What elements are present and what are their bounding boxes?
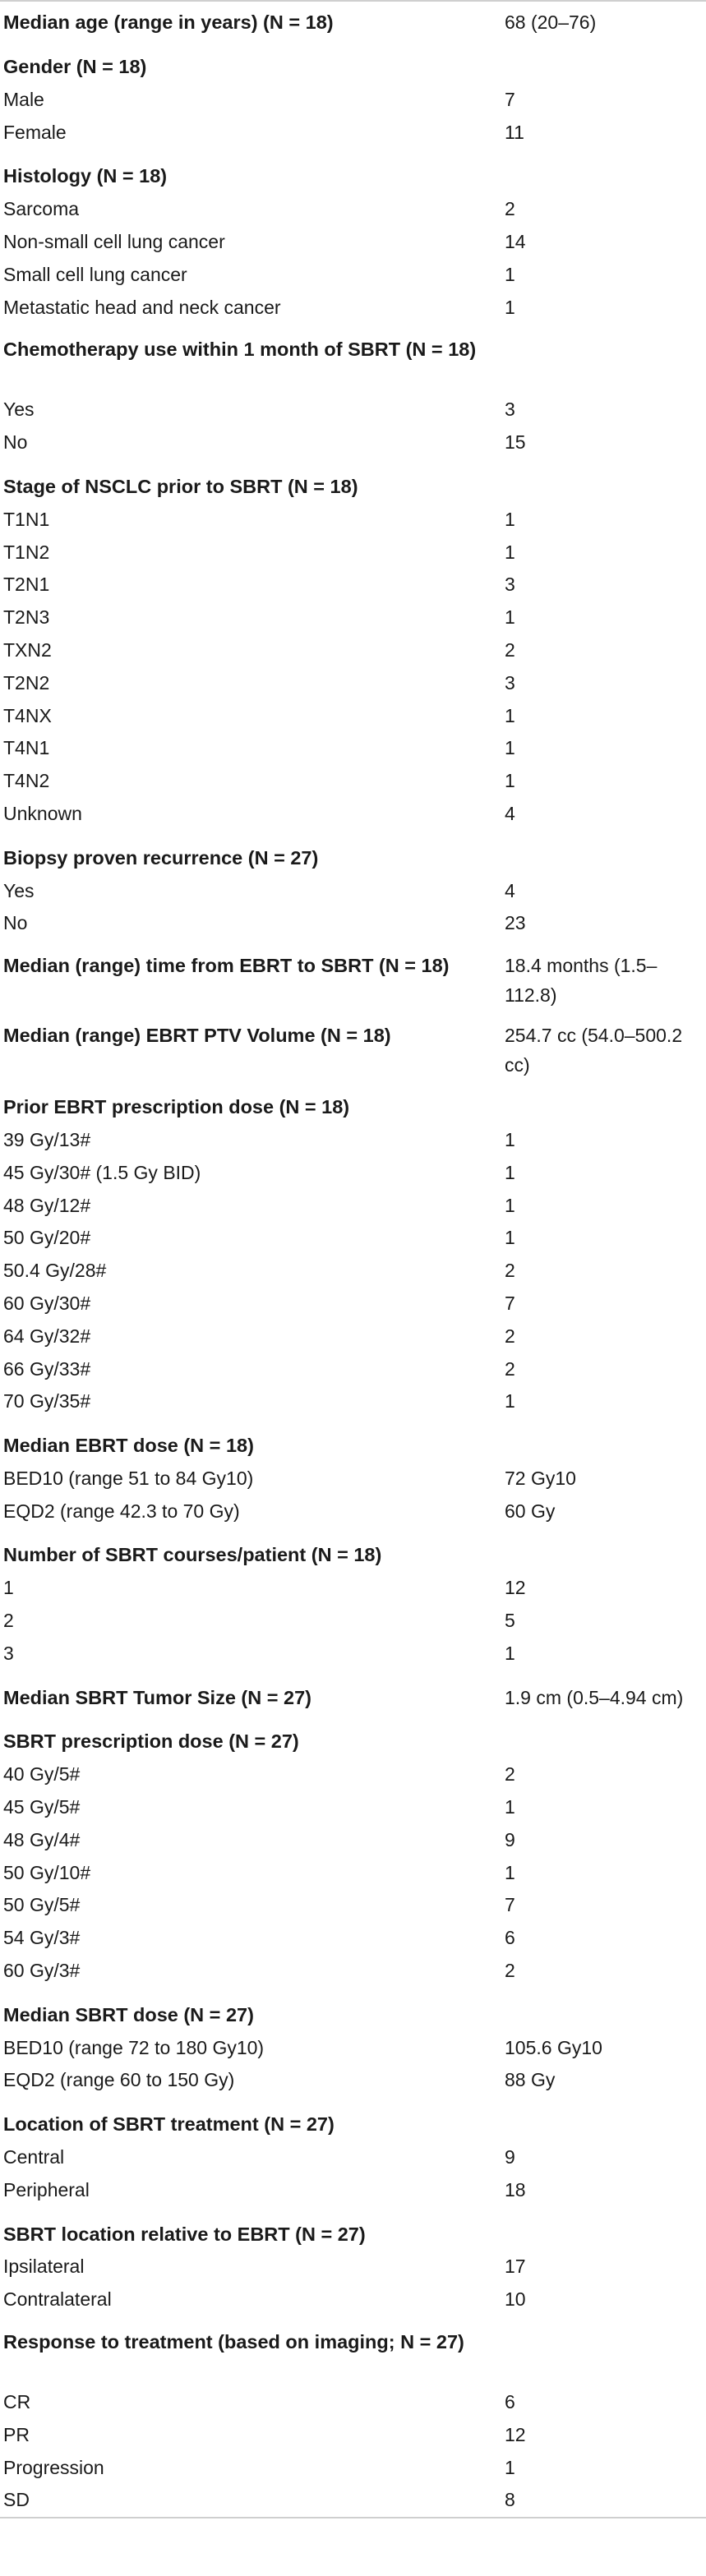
row-value: 1: [505, 1161, 515, 1183]
row-value: 1: [505, 704, 515, 726]
row-label: TXN2: [3, 638, 52, 661]
table-row: [0, 1157, 706, 1190]
row-value: 2: [505, 638, 515, 661]
row-label: Unknown: [3, 802, 82, 824]
row-label: No: [3, 431, 28, 454]
section-header-row: [0, 1528, 706, 1572]
row-label: 50 Gy/10#: [3, 1861, 91, 1883]
row-label: 50 Gy/5#: [3, 1894, 81, 1916]
row-label: Yes: [3, 399, 35, 421]
row-label: 3: [3, 1642, 14, 1664]
section-label: Median EBRT dose (N = 18): [3, 1435, 254, 1457]
row-value: 7: [505, 88, 515, 110]
row-label: EQD2 (range 60 to 150 Gy): [3, 2069, 235, 2091]
section-label: Gender (N = 18): [3, 56, 147, 77]
table-row: [0, 1495, 706, 1528]
row-value: 8: [505, 2489, 515, 2511]
row-value: 3: [505, 671, 515, 694]
section-label: Median age (range in years) (N = 18): [3, 12, 334, 33]
table-row: [0, 2419, 706, 2452]
section-label: Stage of NSCLC prior to SBRT (N = 18): [3, 475, 358, 497]
row-label: T4N2: [3, 770, 50, 792]
table-row: [0, 1605, 706, 1638]
row-label: SD: [3, 2489, 30, 2511]
section-label: SBRT prescription dose (N = 27): [3, 1730, 299, 1753]
table-row: [0, 1124, 706, 1157]
table-row: [0, 193, 706, 226]
row-label: 50.4 Gy/28#: [3, 1260, 107, 1282]
row-value: 88 Gy: [505, 2069, 556, 2091]
row-value: 12: [505, 1577, 526, 1599]
row-label: 45 Gy/30# (1.5 Gy BID): [3, 1161, 201, 1183]
row-value: 1: [505, 263, 515, 285]
row-value: 1: [505, 606, 515, 629]
table-row: [0, 2452, 706, 2485]
section-header-row: [0, 831, 706, 875]
section-label: Chemotherapy use within 1 month of SBRT (N = 18): [3, 339, 477, 361]
row-label: PR: [3, 2423, 30, 2445]
row-label: 50 Gy/20#: [3, 1227, 91, 1249]
row-value: 1: [505, 1227, 515, 1249]
table-row: [0, 2386, 706, 2419]
row-label: No: [3, 912, 28, 934]
table-row: [0, 259, 706, 292]
section-header-row: [0, 940, 706, 1010]
section-header-row: [0, 1714, 706, 1758]
table-row: [0, 1955, 706, 1988]
row-value: 9: [505, 1828, 515, 1850]
section-header-row: [0, 324, 706, 394]
table-row: [0, 2484, 706, 2517]
row-label: 60 Gy/3#: [3, 1960, 81, 1982]
section-header-row: [0, 1418, 706, 1463]
section-label: Prior EBRT prescription dose (N = 18): [3, 1096, 350, 1118]
table-row: [0, 1791, 706, 1824]
table-row: [0, 732, 706, 765]
row-value: 5: [505, 1610, 515, 1632]
row-label: 40 Gy/5#: [3, 1763, 81, 1786]
row-value: 1: [505, 770, 515, 792]
section-header-row: [0, 2207, 706, 2251]
row-label: Small cell lung cancer: [3, 263, 187, 285]
row-value: 4: [505, 802, 515, 824]
table-row: [0, 1190, 706, 1223]
table-row: [0, 1758, 706, 1791]
table-row: [0, 2283, 706, 2316]
row-value: 1: [505, 541, 515, 563]
section-label: Median (range) time from EBRT to SBRT (N = 18): [3, 955, 450, 977]
row-value: 1: [505, 1642, 515, 1664]
row-label: Male: [3, 88, 44, 110]
row-label: Sarcoma: [3, 198, 80, 220]
row-label: 45 Gy/5#: [3, 1796, 81, 1818]
row-value: 1: [505, 1390, 515, 1412]
table-row: [0, 1463, 706, 1495]
row-label: EQD2 (range 42.3 to 70 Gy): [3, 1500, 240, 1522]
row-value: 10: [505, 2288, 526, 2311]
table-row: [0, 537, 706, 569]
table-row: [0, 1857, 706, 1890]
table-row: [0, 2174, 706, 2207]
row-value: 1: [505, 1796, 515, 1818]
table-row: [0, 700, 706, 733]
section-label: Biopsy proven recurrence (N = 27): [3, 846, 319, 869]
table-row: [0, 875, 706, 908]
row-value: 1: [505, 2456, 515, 2478]
table-row: [0, 394, 706, 426]
row-label: 64 Gy/32#: [3, 1325, 91, 1347]
row-value: 12: [505, 2423, 526, 2445]
section-header-row: [0, 1080, 706, 1124]
table-row: [0, 292, 706, 325]
row-label: 66 Gy/33#: [3, 1357, 91, 1380]
row-label: 60 Gy/30#: [3, 1292, 91, 1314]
row-label: Female: [3, 121, 67, 143]
row-value: 3: [505, 574, 515, 596]
row-value: 2: [505, 1260, 515, 1282]
table-row: [0, 798, 706, 831]
row-value: 1: [505, 296, 515, 318]
row-label: T2N1: [3, 574, 50, 596]
table-row: [0, 1922, 706, 1955]
row-label: Non-small cell lung cancer: [3, 230, 225, 252]
row-value: 1: [505, 1861, 515, 1883]
row-label: T1N1: [3, 508, 50, 530]
table-row: [0, 765, 706, 798]
table-row: [0, 1385, 706, 1418]
section-header-row: [0, 2097, 706, 2141]
section-header-row: [0, 2316, 706, 2386]
table-row: [0, 1255, 706, 1288]
row-label: Ipsilateral: [3, 2256, 85, 2278]
row-value: 2: [505, 1325, 515, 1347]
section-label: Number of SBRT courses/patient (N = 18): [3, 1544, 382, 1566]
row-label: 48 Gy/12#: [3, 1194, 91, 1216]
section-label: Median SBRT Tumor Size (N = 27): [3, 1686, 311, 1708]
row-label: Metastatic head and neck cancer: [3, 296, 281, 318]
section-label: Response to treatment (based on imaging; N = 27): [3, 2331, 464, 2353]
table-row: [0, 226, 706, 259]
row-value: 2: [505, 1357, 515, 1380]
row-value: 1: [505, 1128, 515, 1150]
row-label: BED10 (range 72 to 180 Gy10): [3, 2036, 265, 2058]
row-label: 70 Gy/35#: [3, 1390, 91, 1412]
row-label: T4N1: [3, 737, 50, 759]
row-label: 54 Gy/3#: [3, 1927, 81, 1949]
row-value: 9: [505, 2146, 515, 2168]
section-header-row: [0, 149, 706, 193]
row-value: 72 Gy10: [505, 1467, 576, 1489]
table-row: [0, 2251, 706, 2283]
row-value: 7: [505, 1894, 515, 1916]
row-value: 11: [505, 121, 524, 143]
table-row: [0, 601, 706, 634]
row-value: 105.6 Gy10: [505, 2036, 602, 2058]
row-value: 23: [505, 912, 526, 934]
row-value: 254.7 cc (54.0–500.2 cc): [505, 1025, 683, 1076]
table-row: [0, 667, 706, 700]
section-header-row: [0, 2, 706, 39]
row-value: 6: [505, 2391, 515, 2413]
row-label: BED10 (range 51 to 84 Gy10): [3, 1467, 254, 1489]
row-label: 48 Gy/4#: [3, 1828, 81, 1850]
table-bottom-rule: [0, 2517, 706, 2522]
row-value: 15: [505, 431, 526, 454]
row-value: 60 Gy: [505, 1500, 556, 1522]
table-row: [0, 1572, 706, 1605]
row-value: 1.9 cm (0.5–4.94 cm): [505, 1686, 684, 1708]
row-value: 1: [505, 1194, 515, 1216]
row-value: 3: [505, 399, 515, 421]
table-row: [0, 1353, 706, 1386]
section-header-row: [0, 1670, 706, 1715]
row-value: 68 (20–76): [505, 12, 597, 33]
row-value: 14: [505, 230, 526, 252]
table-row: [0, 2032, 706, 2065]
section-label: Median (range) EBRT PTV Volume (N = 18): [3, 1025, 391, 1047]
table-row: [0, 426, 706, 459]
table-row: [0, 2064, 706, 2097]
table-row: [0, 504, 706, 537]
table-row: [0, 1320, 706, 1353]
row-value: 7: [505, 1292, 515, 1314]
section-label: Location of SBRT treatment (N = 27): [3, 2113, 335, 2136]
row-label: T1N2: [3, 541, 50, 563]
row-value: 1: [505, 737, 515, 759]
row-label: T2N3: [3, 606, 50, 629]
row-label: Contralateral: [3, 2288, 112, 2311]
table-row: [0, 1222, 706, 1255]
table-row: [0, 1889, 706, 1922]
row-label: Central: [3, 2146, 65, 2168]
row-label: Peripheral: [3, 2178, 90, 2200]
row-value: 1: [505, 508, 515, 530]
row-label: CR: [3, 2391, 31, 2413]
row-value: 4: [505, 879, 515, 901]
row-value: 2: [505, 1763, 515, 1786]
row-value: 17: [505, 2256, 526, 2278]
section-label: SBRT location relative to EBRT (N = 27): [3, 2223, 366, 2245]
table-row: [0, 1288, 706, 1320]
table-row: [0, 907, 706, 940]
row-label: 1: [3, 1577, 14, 1599]
row-label: T4NX: [3, 704, 52, 726]
row-label: Yes: [3, 879, 35, 901]
section-header-row: [0, 459, 706, 504]
row-value: 18: [505, 2178, 526, 2200]
section-label: Histology (N = 18): [3, 165, 168, 187]
table-row: [0, 2141, 706, 2174]
row-label: 2: [3, 1610, 14, 1632]
table-row: [0, 634, 706, 667]
section-header-row: [0, 1988, 706, 2032]
row-label: 39 Gy/13#: [3, 1128, 91, 1150]
table-row: [0, 84, 706, 117]
table-row: [0, 117, 706, 150]
table-row: [0, 569, 706, 601]
table-row: [0, 1824, 706, 1857]
row-label: T2N2: [3, 671, 50, 694]
row-value: 2: [505, 1960, 515, 1982]
section-label: Median SBRT dose (N = 27): [3, 2003, 254, 2025]
section-header-row: [0, 1010, 706, 1080]
row-value: 6: [505, 1927, 515, 1949]
row-value: 2: [505, 198, 515, 220]
section-header-row: [0, 39, 706, 84]
table-row: [0, 1638, 706, 1670]
row-value: 18.4 months (1.5–112.8): [505, 955, 658, 1006]
row-label: Progression: [3, 2456, 104, 2478]
